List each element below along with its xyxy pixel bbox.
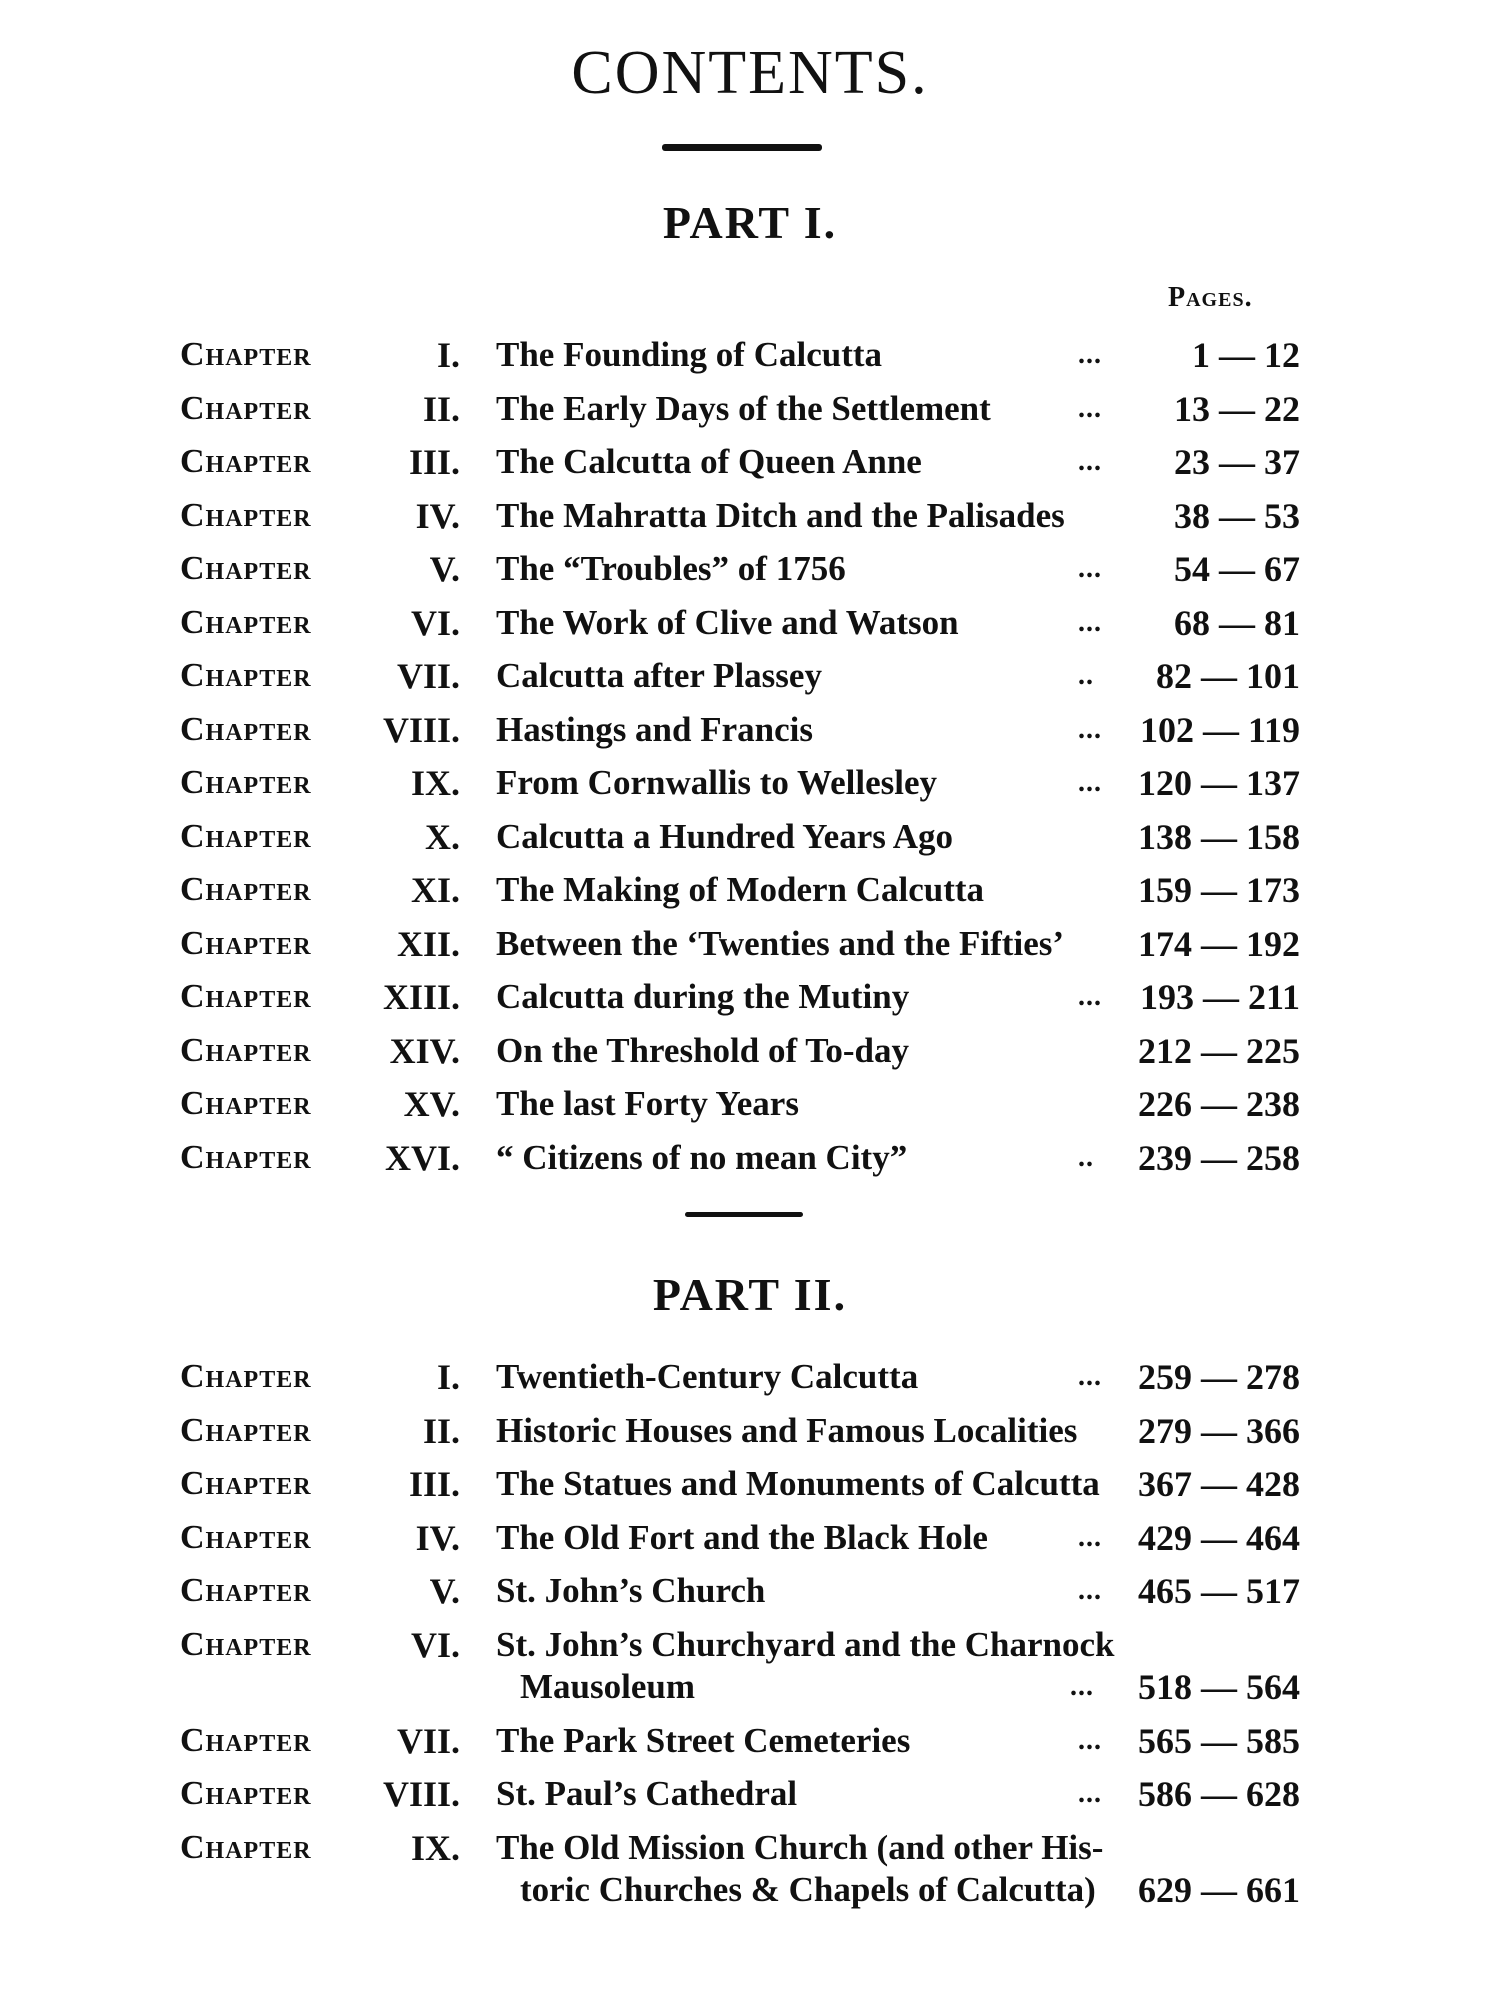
toc-entry bbox=[0, 1133, 1500, 1183]
chapter-title: The Old Fort and the Black Hole bbox=[496, 1517, 988, 1557]
chapter-number: V. bbox=[429, 1571, 460, 1611]
toc-entry bbox=[0, 812, 1500, 862]
toc-entry bbox=[0, 1769, 1500, 1819]
chapter-label: Chapter bbox=[180, 1721, 312, 1759]
chapter-title: Calcutta after Plassey bbox=[496, 656, 822, 695]
chapter-title: The Founding of Calcutta bbox=[496, 335, 883, 374]
toc-entry bbox=[0, 1026, 1500, 1076]
chapter-title: The Mahratta Ditch and the Palisades bbox=[496, 495, 1065, 535]
chapter-number: I. bbox=[436, 1357, 460, 1397]
chapter-label: Chapter bbox=[180, 603, 312, 641]
toc-entry bbox=[0, 1352, 1500, 1402]
page-range: 82 — 101 bbox=[1156, 656, 1300, 696]
page-range: 279 — 366 bbox=[1138, 1410, 1300, 1451]
dot-leader: ... bbox=[1078, 981, 1102, 1012]
chapter-label: Chapter bbox=[180, 1031, 312, 1069]
part-divider-rule bbox=[685, 1212, 803, 1217]
chapter-number: XI. bbox=[410, 870, 460, 910]
page-range: 38 — 53 bbox=[1174, 495, 1300, 536]
chapter-label: Chapter bbox=[180, 1358, 312, 1395]
toc-entry-continuation bbox=[0, 1662, 1500, 1712]
page-range: 565 — 585 bbox=[1138, 1720, 1300, 1761]
chapter-title: The Calcutta of Queen Anne bbox=[496, 442, 922, 481]
chapter-label: Chapter bbox=[180, 1625, 312, 1663]
chapter-label: Chapter bbox=[180, 1085, 312, 1122]
chapter-label: Chapter bbox=[180, 978, 312, 1015]
chapter-number: XVI. bbox=[384, 1137, 460, 1178]
chapter-number: VII. bbox=[396, 1720, 460, 1761]
page-range: 226 — 238 bbox=[1138, 1084, 1300, 1124]
chapter-title: St. John’s Churchyard and the Charnock bbox=[496, 1624, 1115, 1664]
chapter-number: I. bbox=[436, 335, 460, 375]
chapter-number: IX. bbox=[410, 763, 460, 803]
chapter-number: VI. bbox=[410, 602, 460, 643]
dot-leader: ... bbox=[1070, 1670, 1094, 1702]
chapter-title: The Park Street Cemeteries bbox=[496, 1720, 911, 1760]
chapter-number: II. bbox=[422, 1410, 460, 1451]
chapter-number: V. bbox=[429, 549, 460, 589]
dot-leader: ... bbox=[1078, 1361, 1102, 1392]
chapter-label: Chapter bbox=[180, 1775, 312, 1812]
chapter-label: Chapter bbox=[180, 1138, 312, 1176]
toc-entry bbox=[0, 1513, 1500, 1563]
page-range: 54 — 67 bbox=[1174, 549, 1300, 589]
dot-leader: .. bbox=[1078, 1141, 1094, 1173]
toc-entry-continuation bbox=[0, 1865, 1500, 1915]
page-range: 23 — 37 bbox=[1174, 442, 1300, 482]
toc-entry bbox=[0, 437, 1500, 487]
page-range: 13 — 22 bbox=[1174, 388, 1300, 429]
chapter-title: St. Paul’s Cathedral bbox=[496, 1774, 798, 1813]
dot-leader: ... bbox=[1078, 713, 1102, 745]
toc-entry bbox=[0, 972, 1500, 1022]
dot-leader: ... bbox=[1078, 606, 1102, 638]
dot-leader: ... bbox=[1078, 1521, 1102, 1553]
dot-leader: ... bbox=[1078, 446, 1102, 477]
chapter-number: II. bbox=[422, 388, 460, 429]
chapter-label: Chapter bbox=[180, 764, 312, 801]
chapter-number: IV. bbox=[415, 495, 460, 536]
page-range: 465 — 517 bbox=[1138, 1571, 1300, 1611]
chapter-label: Chapter bbox=[180, 1572, 312, 1609]
page-range: 367 — 428 bbox=[1138, 1464, 1300, 1504]
page-range: 159 — 173 bbox=[1138, 870, 1300, 910]
chapter-title: The Statues and Monuments of Calcutta bbox=[496, 1464, 1100, 1503]
chapter-title: The “Troubles” of 1756 bbox=[496, 549, 846, 588]
dot-leader: ... bbox=[1078, 339, 1102, 370]
dot-leader: ... bbox=[1078, 553, 1102, 584]
dot-leader: ... bbox=[1078, 1724, 1102, 1756]
toc-entry bbox=[0, 598, 1500, 648]
chapter-label: Chapter bbox=[180, 1411, 312, 1449]
toc-entry bbox=[0, 651, 1500, 701]
dot-leader: ... bbox=[1078, 767, 1102, 798]
chapter-number: VII. bbox=[396, 656, 460, 696]
title-rule bbox=[662, 144, 822, 151]
page-range: 120 — 137 bbox=[1138, 763, 1300, 803]
page-range: 239 — 258 bbox=[1138, 1137, 1300, 1178]
chapter-title: The Work of Clive and Watson bbox=[496, 602, 959, 642]
chapter-label: Chapter bbox=[180, 710, 312, 748]
chapter-label: Chapter bbox=[180, 1465, 312, 1502]
chapter-title: On the Threshold of To-day bbox=[496, 1030, 910, 1070]
chapter-label: Chapter bbox=[180, 817, 312, 855]
chapter-label: Chapter bbox=[180, 871, 312, 908]
page-range: 102 — 119 bbox=[1139, 709, 1300, 750]
chapter-label: Chapter bbox=[180, 924, 312, 962]
page-range: 629 — 661 bbox=[1138, 1869, 1300, 1910]
part-2-title: PART II. bbox=[652, 1269, 848, 1320]
pages-column-header: Pages. bbox=[1168, 282, 1253, 313]
toc-entry bbox=[0, 705, 1500, 755]
toc-entry bbox=[0, 491, 1500, 541]
page-range: 429 — 464 bbox=[1138, 1517, 1300, 1558]
chapter-number: VIII. bbox=[382, 1774, 460, 1814]
page-range: 193 — 211 bbox=[1139, 977, 1300, 1017]
part-1-title: PART I. bbox=[662, 197, 838, 248]
toc-entry bbox=[0, 1459, 1500, 1509]
toc-entry bbox=[0, 758, 1500, 808]
page-range: 1 — 12 bbox=[1192, 335, 1300, 375]
page-range: 138 — 158 bbox=[1138, 816, 1300, 857]
chapter-title: From Cornwallis to Wellesley bbox=[496, 763, 938, 802]
toc-entry bbox=[0, 1566, 1500, 1616]
page-range: 518 — 564 bbox=[1138, 1666, 1300, 1707]
toc-entry bbox=[0, 865, 1500, 915]
chapter-number: VIII. bbox=[382, 709, 460, 750]
chapter-title-continued: Mausoleum bbox=[520, 1666, 695, 1706]
toc-entry bbox=[0, 544, 1500, 594]
chapter-title: The Early Days of the Settlement bbox=[496, 388, 991, 428]
page-range: 174 — 192 bbox=[1138, 923, 1300, 964]
page-range: 68 — 81 bbox=[1174, 602, 1300, 643]
toc-entry bbox=[0, 1079, 1500, 1129]
chapter-title: The Making of Modern Calcutta bbox=[496, 870, 985, 909]
chapter-title: Hastings and Francis bbox=[496, 709, 813, 749]
chapter-title: Calcutta a Hundred Years Ago bbox=[496, 816, 953, 856]
chapter-number: VI. bbox=[410, 1624, 460, 1665]
chapter-title: The Old Mission Church (and other His- bbox=[496, 1827, 1104, 1867]
toc-entry bbox=[0, 330, 1500, 380]
dot-leader: ... bbox=[1078, 1575, 1102, 1606]
chapter-number: X. bbox=[425, 816, 460, 857]
chapter-number: XIII. bbox=[382, 977, 460, 1017]
page-range: 212 — 225 bbox=[1138, 1030, 1300, 1071]
chapter-title: “ Citizens of no mean City” bbox=[496, 1137, 908, 1177]
chapter-number: III. bbox=[408, 442, 460, 482]
chapter-number: III. bbox=[408, 1464, 460, 1504]
chapter-title: St. John’s Church bbox=[496, 1571, 766, 1610]
chapter-label: Chapter bbox=[180, 1828, 312, 1866]
dot-leader: ... bbox=[1078, 392, 1102, 424]
chapter-title: Calcutta during the Mutiny bbox=[496, 977, 910, 1016]
toc-entry bbox=[0, 384, 1500, 434]
page-range: 586 — 628 bbox=[1138, 1774, 1300, 1814]
chapter-title-continued: toric Churches & Chapels of Calcutta) bbox=[520, 1869, 1096, 1909]
chapter-label: Chapter bbox=[180, 550, 312, 587]
chapter-label: Chapter bbox=[180, 1518, 312, 1556]
dot-leader: ... bbox=[1078, 1778, 1102, 1809]
toc-entry bbox=[0, 919, 1500, 969]
chapter-label: Chapter bbox=[180, 496, 312, 534]
chapter-title: Twentieth-Century Calcutta bbox=[496, 1357, 919, 1396]
toc-entry bbox=[0, 1406, 1500, 1456]
chapter-label: Chapter bbox=[180, 389, 312, 427]
chapter-number: IV. bbox=[415, 1517, 460, 1558]
page-range: 259 — 278 bbox=[1138, 1357, 1300, 1397]
chapter-title: Historic Houses and Famous Localities bbox=[496, 1410, 1078, 1450]
toc-entry bbox=[0, 1716, 1500, 1766]
chapter-number: XII. bbox=[396, 923, 460, 964]
chapter-label: Chapter bbox=[180, 657, 312, 694]
dot-leader: .. bbox=[1078, 660, 1094, 691]
chapter-label: Chapter bbox=[180, 443, 312, 480]
chapter-title: The last Forty Years bbox=[496, 1084, 799, 1123]
chapter-title: Between the ‘Twenties and the Fifties’ bbox=[496, 923, 1064, 963]
chapter-number: XIV. bbox=[389, 1030, 460, 1071]
chapter-number: XV. bbox=[403, 1084, 460, 1124]
chapter-number: IX. bbox=[410, 1827, 460, 1868]
page-title: CONTENTS. bbox=[571, 39, 929, 107]
chapter-label: Chapter bbox=[180, 336, 312, 373]
